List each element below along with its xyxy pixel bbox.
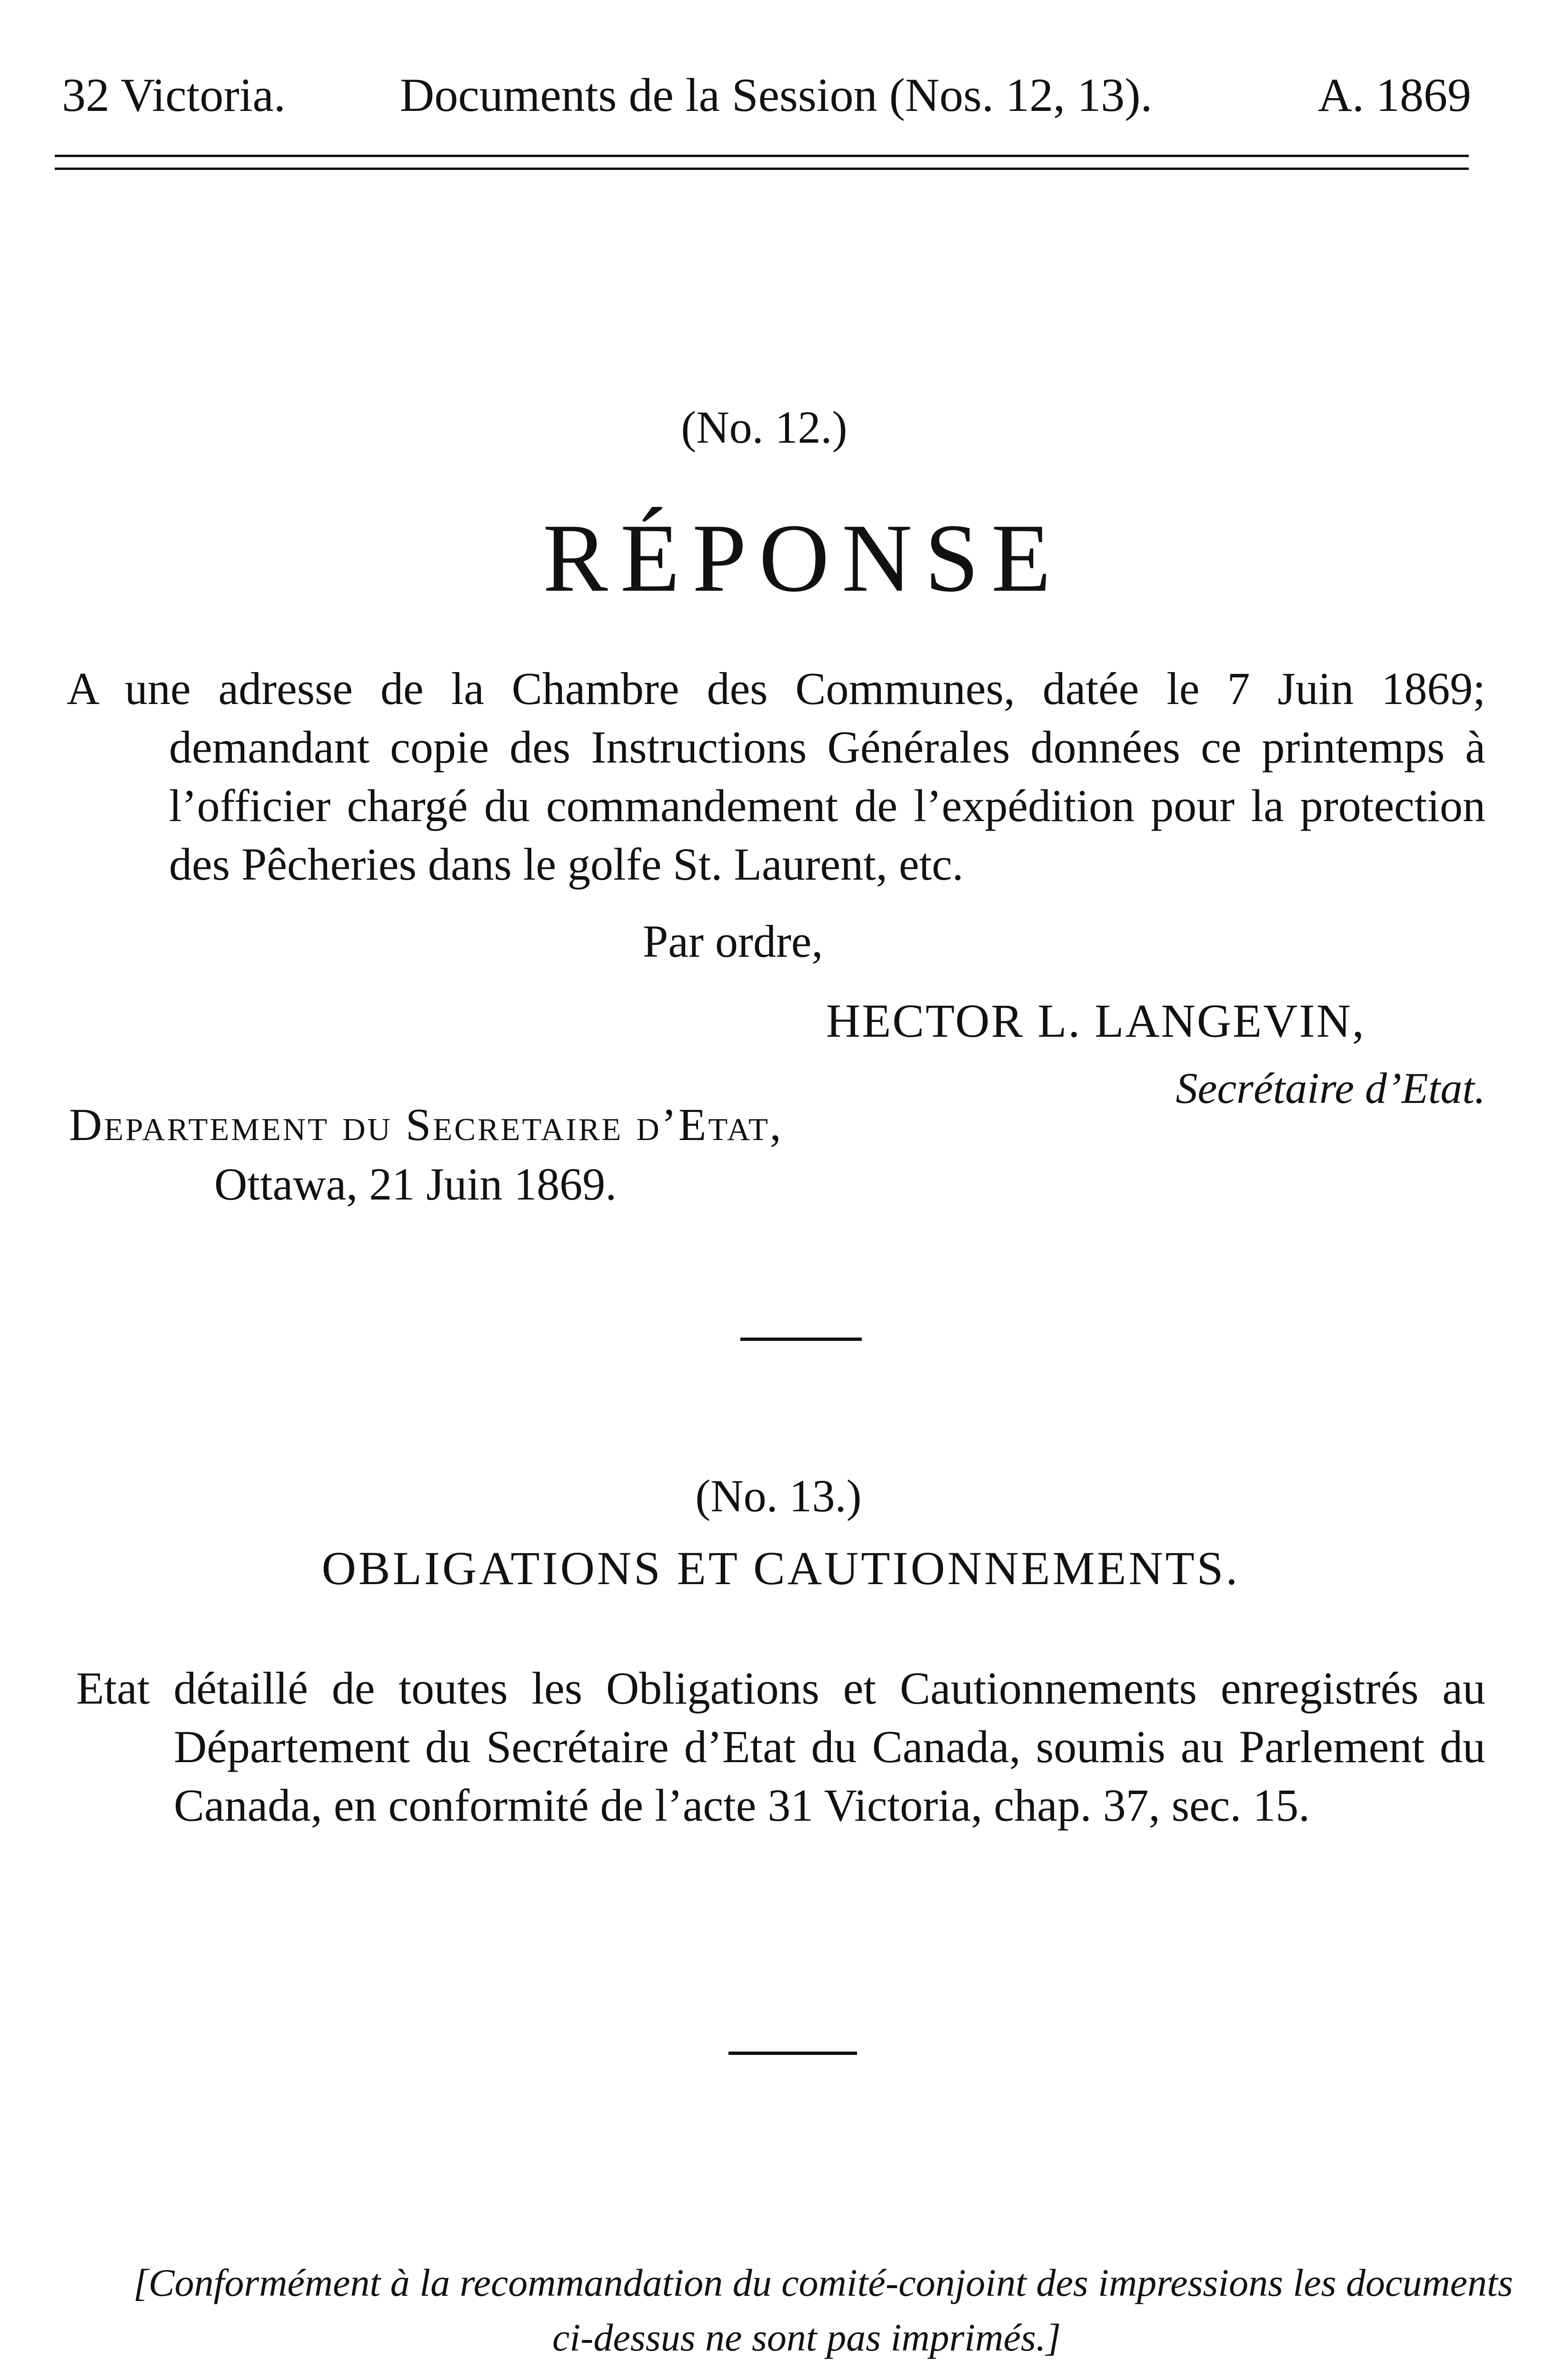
header-title: Documents de la Session (Nos. 12, 13).: [400, 69, 1153, 121]
section-12-closing: Par ordre,: [643, 916, 823, 967]
header-year: A. 1869: [1317, 69, 1471, 121]
footnote-line-2: ci-dessus ne sont pas imprimés.]: [552, 2316, 1061, 2359]
section-divider-1: [740, 1338, 862, 1341]
signatory-title: Secrétaire d’Etat.: [1176, 1064, 1485, 1112]
section-13-title: OBLIGATIONS ET CAUTIONNEMENTS.: [321, 1542, 1240, 1595]
header-rule-bottom: [55, 168, 1469, 170]
place-date: Ottawa, 21 Juin 1869.: [214, 1159, 617, 1210]
section-13-paragraph: [76, 1659, 1485, 1835]
section-12-title: RÉPONSE: [543, 504, 1064, 612]
header-rule-top: [55, 155, 1469, 157]
section-12-paragraph: [67, 659, 1485, 893]
section-divider-2: [728, 2052, 857, 2055]
footnote-line-1: [Conformément à la recommandation du comité-conjoint des impressions les documents: [133, 2261, 1513, 2304]
section-12-number: (No. 12.): [681, 402, 847, 453]
section-12-paragraph-text: A une adresse de la Chambre des Communes, datée le 7 Juin 1869; demandant copie des Instructions Générales données ce printemps à l’officier chargé du commandement de l’expédition pour la protection des Pêcheries dans le golfe St. Laurent, etc.: [67, 663, 1485, 890]
section-13-paragraph-text: Etat détaillé de toutes les Obligations et Cautionnements enregistrés au Département du Secrétaire d’Etat du Canada, soumis au Parlement du Canada, en conformité de l’acte 31 Victoria, chap. 37, sec. 15.: [76, 1663, 1485, 1831]
department-name: Departement du Secretaire d’Etat,: [69, 1099, 783, 1150]
header-volume: 32 Victoria.: [62, 69, 286, 121]
signatory-name: HECTOR L. LANGEVIN,: [826, 994, 1366, 1047]
section-13-number: (No. 13.): [695, 1470, 862, 1521]
